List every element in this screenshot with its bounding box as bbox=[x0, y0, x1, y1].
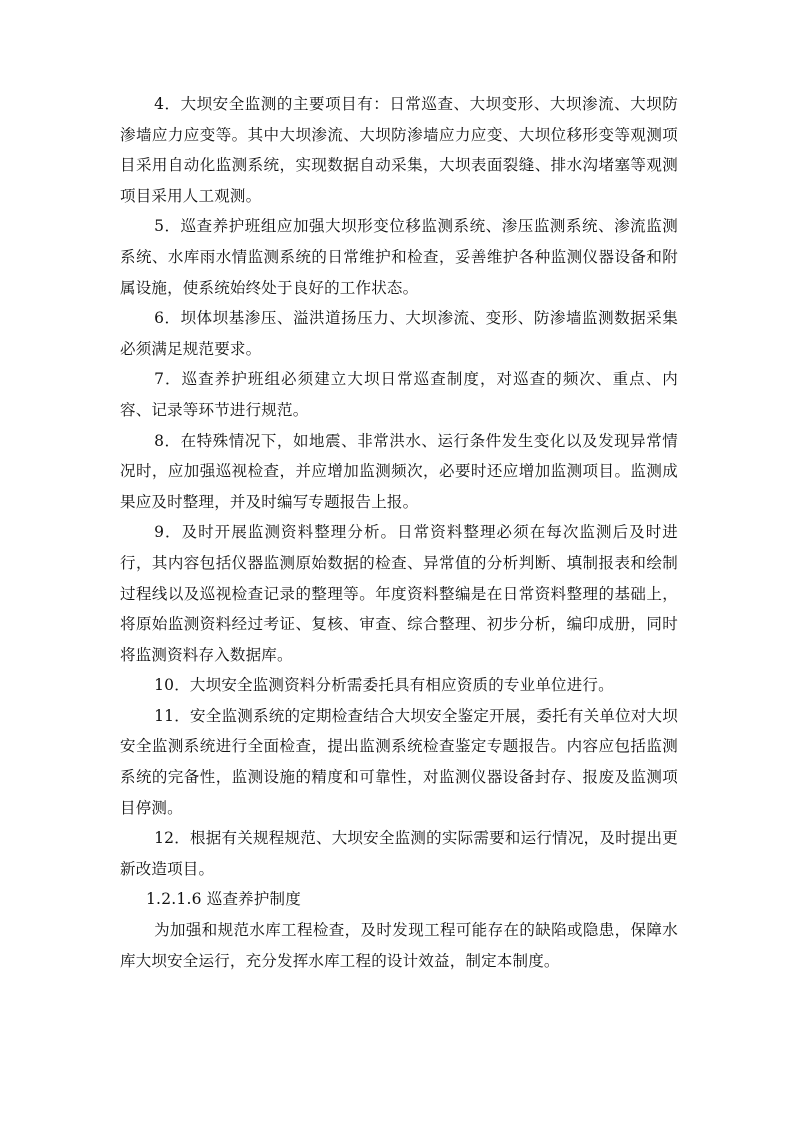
section-heading: 1.2.1.6 巡查养护制度 bbox=[146, 890, 301, 909]
paragraph-item-9: 9．及时开展监测资料整理分析。日常资料整理必须在每次监测后及时进行，其内容包括仪器监测原始数据的检查、异常值的分析判断、填制报表和绘制过程线以及巡视检查记录的整理等。年度资料整编是在日常资料整理的基础上，将原始监测资料经过考证、复核、审查、综合整理、初步分析，编印成册，同时将监测资料存入数据库。 bbox=[120, 523, 678, 664]
paragraph-item-12: 12．根据有关规程规范、大坝安全监测的实际需要和运行情况，及时提出更新改造项目。 bbox=[120, 829, 678, 878]
paragraph-item-6: 6．坝体坝基渗压、溢洪道扬压力、大坝渗流、变形、防渗墙监测数据采集必须满足规范要求。 bbox=[120, 309, 678, 358]
paragraph-item-5: 5．巡查养护班组应加强大坝形变位移监测系统、渗压监测系统、渗流监测系统、水库雨水情监测系统的日常维护和检查，妥善维护各种监测仪器设备和附属设施，使系统始终处于良好的工作状态。 bbox=[120, 217, 678, 297]
document-body bbox=[120, 89, 678, 976]
paragraph-item-11: 11．安全监测系统的定期检查结合大坝安全鉴定开展，委托有关单位对大坝安全监测系统进行全面检查，提出监测系统检查鉴定专题报告。内容应包括监测系统的完备性，监测设施的精度和可靠性，对监测仪器设备封存、报废及监测项目停测。 bbox=[120, 706, 678, 817]
paragraph-item-7: 7．巡查养护班组必须建立大坝日常巡查制度，对巡查的频次、重点、内容、记录等环节进行规范。 bbox=[120, 370, 678, 419]
paragraph-item-10: 10．大坝安全监测资料分析需委托具有相应资质的专业单位进行。 bbox=[154, 676, 614, 695]
closing-paragraph: 为加强和规范水库工程检查，及时发现工程可能存在的缺陷或隐患，保障水库大坝安全运行，充分发挥水库工程的设计效益，制定本制度。 bbox=[120, 921, 678, 970]
paragraph-item-8: 8．在特殊情况下，如地震、非常洪水、运行条件发生变化以及发现异常情况时，应加强巡视检查，并应增加监测频次，必要时还应增加监测项目。监测成果应及时整理，并及时编写专题报告上报。 bbox=[120, 431, 678, 511]
paragraph-item-4: 4．大坝安全监测的主要项目有：日常巡查、大坝变形、大坝渗流、大坝防渗墙应力应变等。其中大坝渗流、大坝防渗墙应力应变、大坝位移形变等观测项目采用自动化监测系统，实现数据自动采集，大坝表面裂缝、排水沟堵塞等观测项目采用人工观测。 bbox=[120, 95, 678, 205]
